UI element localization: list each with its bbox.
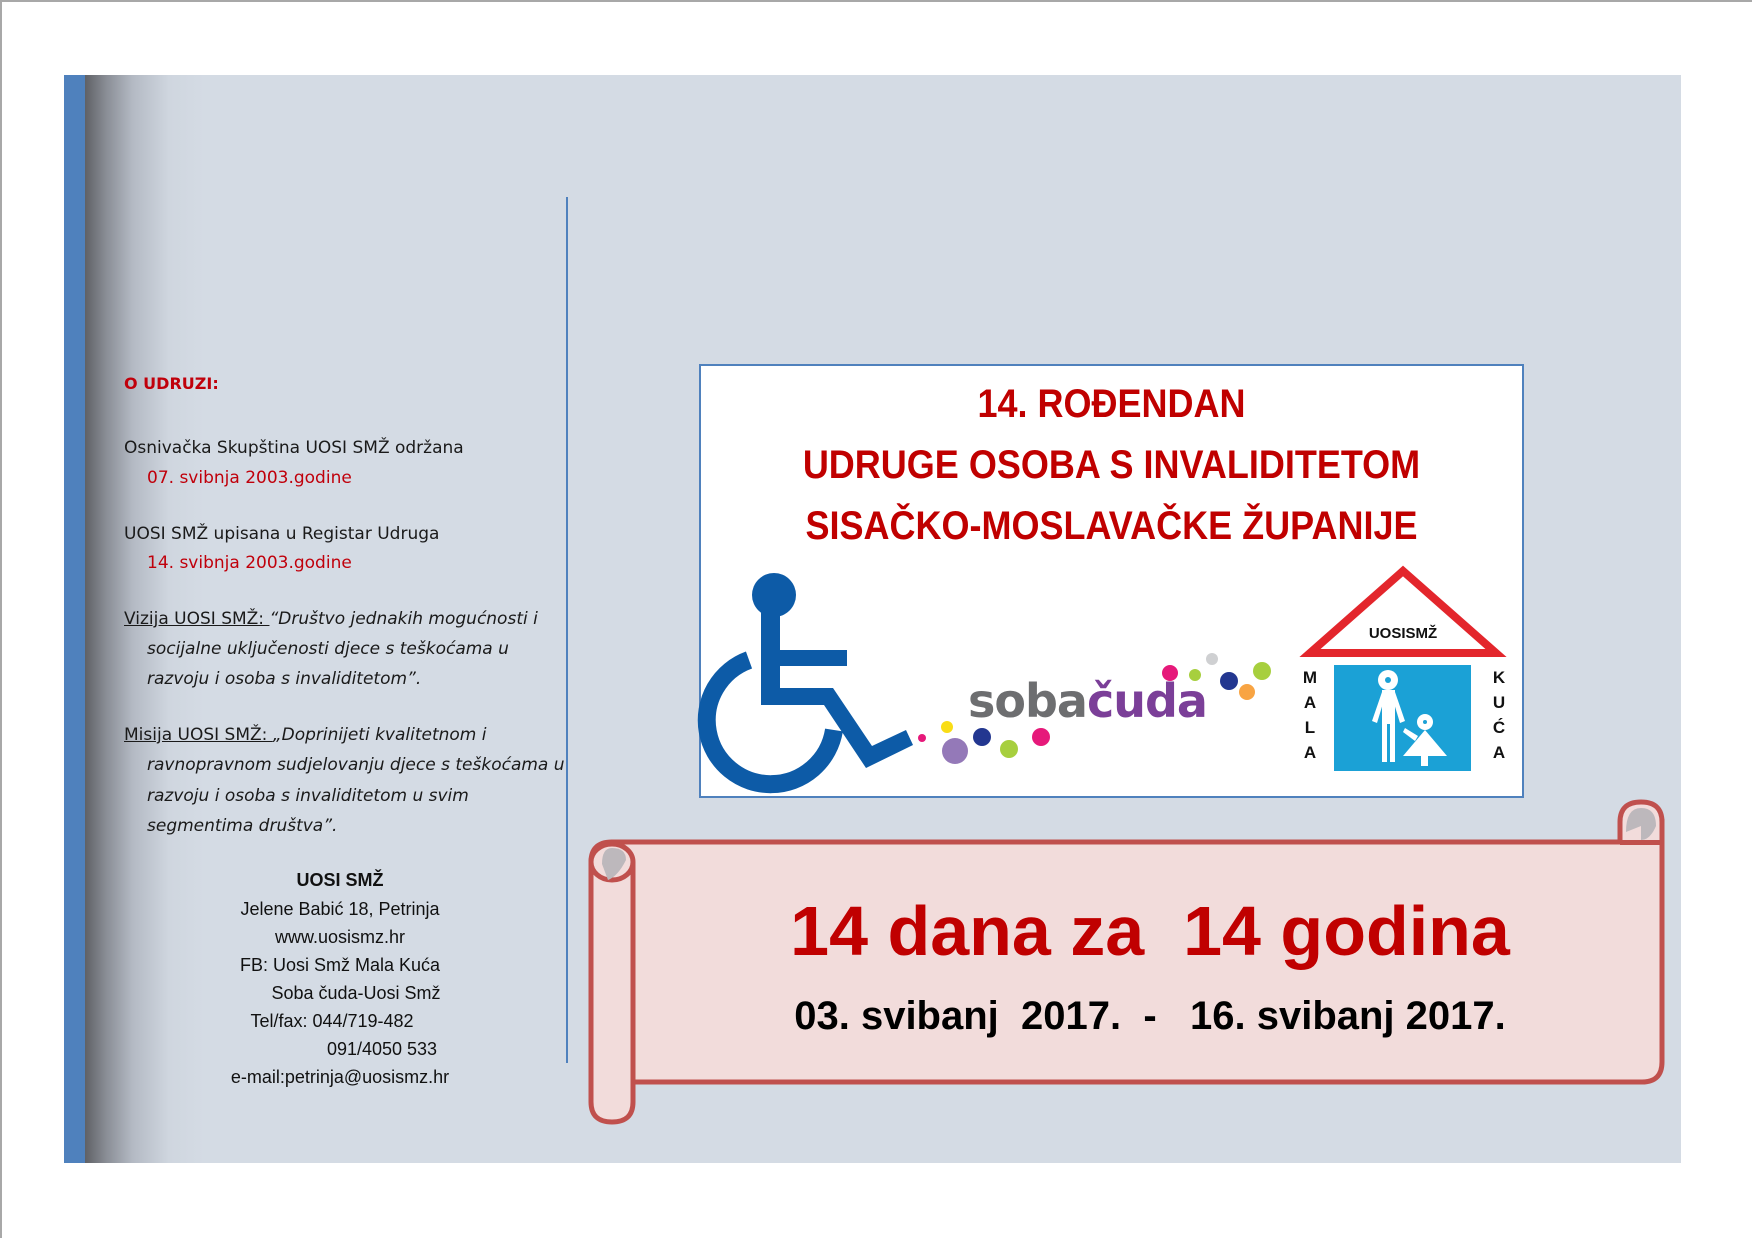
mala-letter-3: L [1304, 718, 1316, 737]
vision-line-2: socijalne uključenosti djece s teškoćama u [147, 639, 509, 659]
vision-label: Vizija UOSI SMŽ: [124, 609, 270, 629]
mission-label: Misija UOSI SMŽ: [124, 725, 273, 745]
contact-telfax: Tel/fax: 044/719-482 [250, 1011, 414, 1031]
kuca-letter-2: U [1492, 693, 1506, 712]
mission-text: „Doprinijeti kvalitetnom i [272, 725, 487, 745]
founding-date: 07. svibnja 2003.godine [147, 468, 352, 488]
contact-org: UOSI SMŽ [296, 870, 384, 890]
mala-letter-1: M [1302, 668, 1318, 687]
mala-letter-2: A [1303, 693, 1317, 712]
kuca-letter-4: A [1492, 743, 1506, 762]
title-line-1: 14. ROĐENDAN [977, 382, 1246, 426]
mission-line-2: ravnopravnom sudjelovanju djece s teškoćama u [147, 755, 565, 775]
vision-line-3: razvoju i osoba s invaliditetom”. [147, 669, 422, 689]
svg-text:UOSISMŽ: UOSISMŽ [1368, 625, 1438, 642]
kuca-letter-1: K [1492, 668, 1506, 687]
contact-email[interactable]: e-mail:petrinja@uosismz.hr [230, 1067, 450, 1087]
banner-dates: 03. svibanj 2017. - 16. svibanj 2017. [794, 994, 1506, 1038]
kuca-letter-3: Ć [1492, 718, 1506, 737]
sobacuda-part-soba: soba [968, 674, 1087, 728]
founding-text: Osnivačka Skupština UOSI SMŽ održana [124, 438, 464, 458]
about-heading: O UDRUZI: [124, 374, 219, 393]
contact-address: Jelene Babić 18, Petrinja [240, 899, 440, 919]
mala-letter-4: A [1303, 743, 1317, 762]
contact-facebook-2: Soba čuda-Uosi Smž [271, 983, 441, 1003]
title-line-3: SISAČKO-MOSLAVAČKE ŽUPANIJE [805, 504, 1418, 548]
registry-date: 14. svibnja 2003.godine [147, 553, 352, 573]
mission-line-3: razvoju i osoba s invaliditetom u svim [147, 786, 469, 806]
vision-text: “Društvo jednakih mogućnosti i [269, 609, 538, 629]
registry-text: UOSI SMŽ upisana u Registar Udruga [124, 524, 440, 544]
sobacuda-part-cuda: čuda [1086, 674, 1207, 728]
contact-mobile: 091/4050 533 [326, 1039, 438, 1059]
contact-website[interactable]: www.uosismz.hr [274, 927, 406, 947]
mission-line-4: segmentima društva”. [147, 816, 338, 836]
banner-headline: 14 dana za 14 godina [790, 892, 1510, 970]
title-line-2: UDRUGE OSOBA S INVALIDITETOM [802, 443, 1421, 487]
contact-facebook: FB: Uosi Smž Mala Kuća [239, 955, 441, 975]
